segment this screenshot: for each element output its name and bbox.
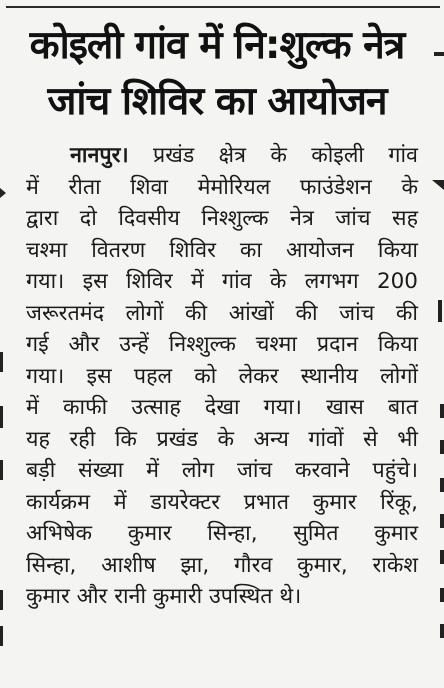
body-line: कुमार और रानी कुमारी उपस्थित थे।	[26, 584, 302, 609]
headline-line-2: जांच शिविर का आयोजन	[47, 79, 387, 124]
right-column-fragment	[434, 52, 444, 56]
body-line: यह रही कि प्रखंड के अन्य गांवों से भी	[26, 426, 418, 452]
body-line: में काफी उत्साह देखा गया। खास बात	[26, 395, 418, 420]
body-line: चश्मा वितरण शिविर का आयोजन किया	[26, 237, 418, 263]
right-column-fragment	[440, 588, 444, 602]
left-column-fragment	[0, 590, 3, 610]
right-column-fragment	[438, 300, 442, 322]
right-column-fragment	[432, 180, 444, 190]
body-line: द्वारा दो दिवसीय निश्शुल्क नेत्र जांच सह	[26, 206, 418, 231]
dateline: नानपुर।	[70, 143, 129, 168]
body-line	[26, 140, 418, 172]
headline-line-1: कोइली गांव में नि:शुल्क नेत्र	[29, 23, 405, 68]
right-column-fragment	[440, 440, 444, 454]
left-column-fragment	[0, 352, 3, 372]
body-line: में रीता शिवा मेमोरियल फाउंडेशन के	[26, 174, 418, 200]
article-headline	[8, 18, 426, 130]
right-column-fragment	[440, 550, 444, 564]
body-line: कार्यक्रम में डायरेक्टर प्रभात कुमार रिंकू,	[26, 489, 418, 515]
body-line: गया। इस पहल को लेकर स्थानीय लोगों	[26, 363, 418, 389]
right-column-fragment	[440, 478, 444, 492]
left-column-fragment	[0, 188, 6, 198]
body-line: सिन्हा, आशीष झा, गौरव कुमार, राकेश	[26, 552, 418, 578]
body-line: गई और उन्हें निश्शुल्क चश्मा प्रदान किया	[26, 332, 418, 357]
left-column-fragment	[0, 626, 3, 646]
left-column-fragment	[0, 460, 3, 480]
body-line: बड़ी संख्या में लोग जांच करवाने पहुंचे।	[26, 458, 418, 483]
article-body	[26, 140, 418, 613]
top-rule	[6, 6, 440, 8]
left-column-fragment	[0, 406, 3, 428]
right-column-fragment	[440, 404, 444, 418]
body-line: गया। इस शिविर में गांव के लगभग 200	[26, 269, 418, 294]
right-column-fragment	[440, 514, 444, 528]
body-line: जरूरतमंद लोगों की आंखों की जांच की	[26, 300, 418, 326]
body-line: अभिषेक कुमार सिन्हा, सुमित कुमार	[26, 521, 418, 546]
right-column-fragment	[440, 624, 444, 638]
body-line-text: प्रखंड क्षेत्र के कोइली गांव	[152, 143, 418, 168]
